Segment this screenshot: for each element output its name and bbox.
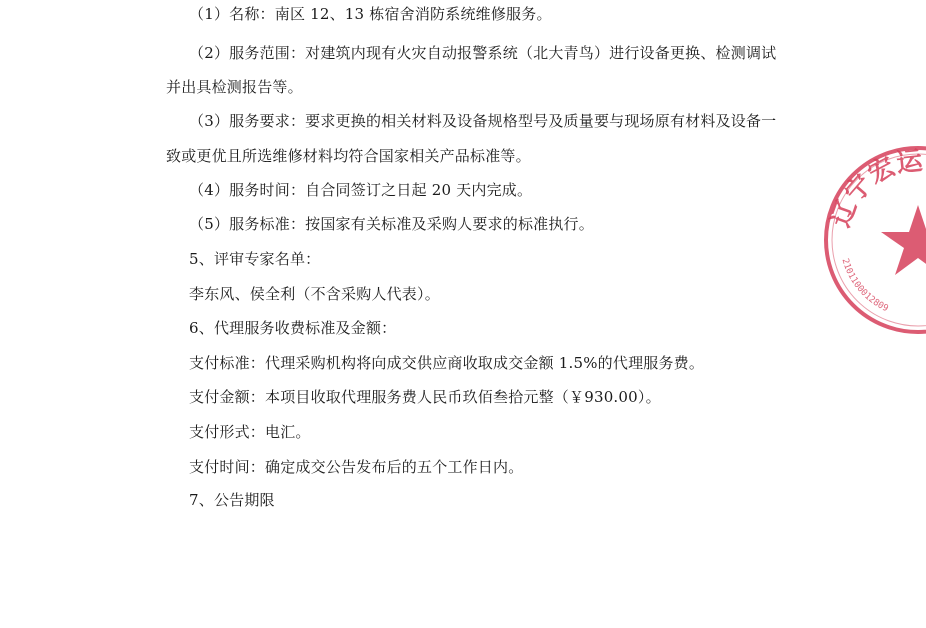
stamp-star-icon: [881, 205, 926, 275]
item-name: （1）名称：南区 12、13 栋宿舍消防系统维修服务。: [189, 5, 552, 23]
item-service-scope-cont: 并出具检测报告等。: [166, 78, 303, 96]
payment-time: 支付时间：确定成交公告发布后的五个工作日内。: [189, 458, 524, 476]
svg-text:辽宁宏运: [826, 146, 925, 231]
payment-method: 支付形式：电汇。: [189, 423, 311, 441]
item-service-time: （4）服务时间：自合同签订之日起 20 天内完成。: [189, 181, 533, 199]
item-service-scope: （2）服务范围：对建筑内现有火灾自动报警系统（北大青鸟）进行设备更换、检测调试: [189, 44, 777, 62]
item-service-standard: （5）服务标准：按国家有关标准及采购人要求的标准执行。: [189, 215, 594, 233]
item-service-requirements-cont: 致或更优且所选维修材料均符合国家相关产品标准等。: [166, 147, 531, 165]
fee-standard: 支付标准：代理采购机构将向成交供应商收取成交金额 1.5%的代理服务费。: [189, 354, 705, 372]
fee-amount: 支付金额：本项目收取代理服务费人民币玖佰叁拾元整（￥930.00）。: [189, 388, 661, 406]
company-seal-stamp: [818, 140, 926, 340]
section-agency-fee: 6、代理服务收费标准及金额：: [189, 319, 397, 337]
section-expert-list: 5、评审专家名单：: [189, 250, 321, 268]
expert-names: 李东风、侯全利（不含采购人代表）。: [189, 285, 440, 303]
item-service-requirements: （3）服务要求：要求更换的相关材料及设备规格型号及质量要与现场原有材料及设备一: [189, 112, 777, 130]
svg-text:2101100012809: [840, 257, 890, 314]
stamp-code: 2101100012809: [839, 257, 890, 315]
section-announcement-period: 7、公告期限: [189, 491, 275, 509]
stamp-text: 辽宁宏运: [826, 146, 925, 232]
